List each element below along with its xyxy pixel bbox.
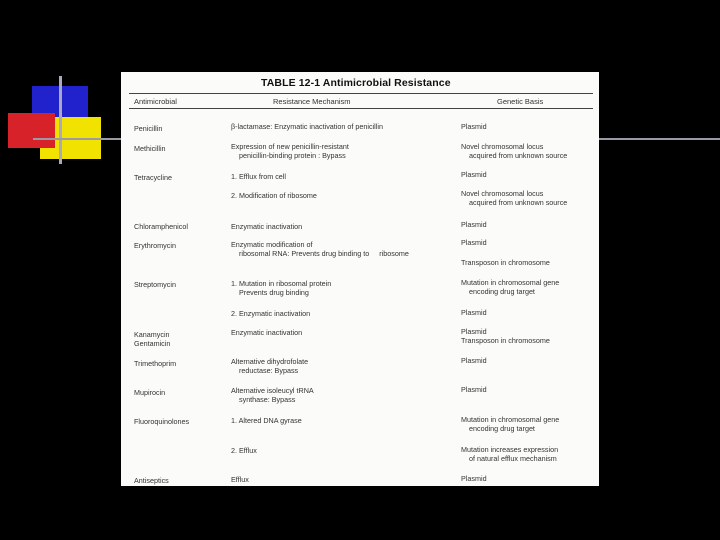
basis-line: Mutation increases expression: [461, 445, 559, 454]
row-drug: Streptomycin: [134, 280, 176, 289]
table-document: [121, 72, 599, 486]
decor-vertical-line: [59, 76, 62, 164]
row-basis: Plasmid: [461, 308, 487, 317]
row-basis: Plasmid: [461, 122, 487, 131]
basis-line: Mutation in chromosomal gene: [461, 278, 560, 287]
drug-line: Kanamycin: [134, 330, 170, 339]
basis-line: Transposon in chromosome: [461, 336, 550, 345]
row-basis: [461, 189, 567, 207]
basis-line: of natural efflux mechanism: [469, 454, 557, 463]
row-basis: [461, 278, 559, 296]
row-mechanism: Enzymatic inactivation: [231, 328, 303, 337]
row-mechanism: [231, 386, 314, 404]
basis-line: acquired from unknown source: [469, 198, 568, 207]
decor-red-square: [8, 113, 55, 148]
column-header-basis: Genetic Basis: [497, 97, 544, 106]
mechanism-line: Enzymatic modification of: [231, 240, 313, 249]
row-basis: [461, 415, 559, 433]
row-drug: Trimethoprim: [134, 359, 177, 368]
mechanism-line: 1. Mutation in ribosomal protein: [231, 279, 332, 288]
row-basis: [461, 142, 567, 160]
header-bottom-rule: [129, 108, 593, 109]
row-drug: Antiseptics: [134, 476, 169, 485]
row-mechanism: 1. Efflux from cell: [231, 172, 286, 181]
row-drug: Penicillin: [134, 124, 163, 133]
header-top-rule: [129, 93, 593, 94]
row-basis: Plasmid: [461, 356, 487, 365]
mechanism-line: ribosome: [379, 249, 409, 258]
row-mechanism: 1. Altered DNA gyrase: [231, 416, 302, 425]
column-header-drug: Antimicrobial: [134, 97, 177, 106]
row-mechanism: 2. Efflux: [231, 446, 257, 455]
row-mechanism: [231, 357, 308, 375]
mechanism-line: Alternative dihydrofolate: [231, 357, 309, 366]
column-header-mechanism: Resistance Mechanism: [273, 97, 351, 106]
row-drug: Erythromycin: [134, 241, 176, 250]
row-mechanism: Enzymatic inactivation: [231, 222, 303, 231]
row-mechanism: Efflux: [231, 475, 249, 484]
mechanism-line: penicillin-binding protein : Bypass: [239, 151, 346, 160]
table-title: TABLE 12-1 Antimicrobial Resistance: [261, 77, 451, 89]
basis-line: Plasmid: [461, 327, 487, 336]
basis-line: Mutation in chromosomal gene: [461, 415, 560, 424]
basis-line: Novel chromosomal locus: [461, 142, 544, 151]
row-mechanism: β-lactamase: Enzymatic inactivation of penicillin: [231, 122, 383, 131]
row-mechanism: [231, 240, 409, 258]
row-mechanism: 2. Modification of ribosome: [231, 191, 317, 200]
mechanism-line: reductase: Bypass: [239, 366, 299, 375]
mechanism-line: synthase: Bypass: [239, 395, 296, 404]
row-mechanism: [231, 279, 331, 297]
drug-line: Gentamicin: [134, 339, 171, 348]
row-basis: Plasmid: [461, 238, 487, 247]
mechanism-line: ribosomal RNA: Prevents drug binding to: [239, 249, 370, 258]
row-basis: Plasmid: [461, 220, 487, 229]
row-drug: Mupirocin: [134, 388, 166, 397]
mechanism-line: Prevents drug binding: [239, 288, 309, 297]
row-basis: Plasmid: [461, 385, 487, 394]
row-drug: Chloramphenicol: [134, 222, 188, 231]
row-mechanism: [231, 142, 349, 160]
row-drug: Methicillin: [134, 144, 166, 153]
row-drug: Fluoroquinolones: [134, 417, 190, 426]
mechanism-line: Expression of new penicillin-resistant: [231, 142, 349, 151]
basis-line: acquired from unknown source: [469, 151, 568, 160]
mechanism-line: Alternative isoleucyl tRNA: [231, 386, 314, 395]
row-mechanism: 2. Enzymatic inactivation: [231, 309, 311, 318]
row-drug: [134, 330, 170, 348]
basis-line: encoding drug target: [469, 287, 535, 296]
row-basis: Plasmid: [461, 170, 487, 179]
basis-line: encoding drug target: [469, 424, 535, 433]
row-basis: Transposon in chromosome: [461, 258, 550, 267]
row-basis: [461, 445, 558, 463]
row-drug: Tetracycline: [134, 173, 172, 182]
row-basis: [461, 327, 550, 345]
row-basis: Plasmid: [461, 474, 487, 483]
basis-line: Novel chromosomal locus: [461, 189, 544, 198]
